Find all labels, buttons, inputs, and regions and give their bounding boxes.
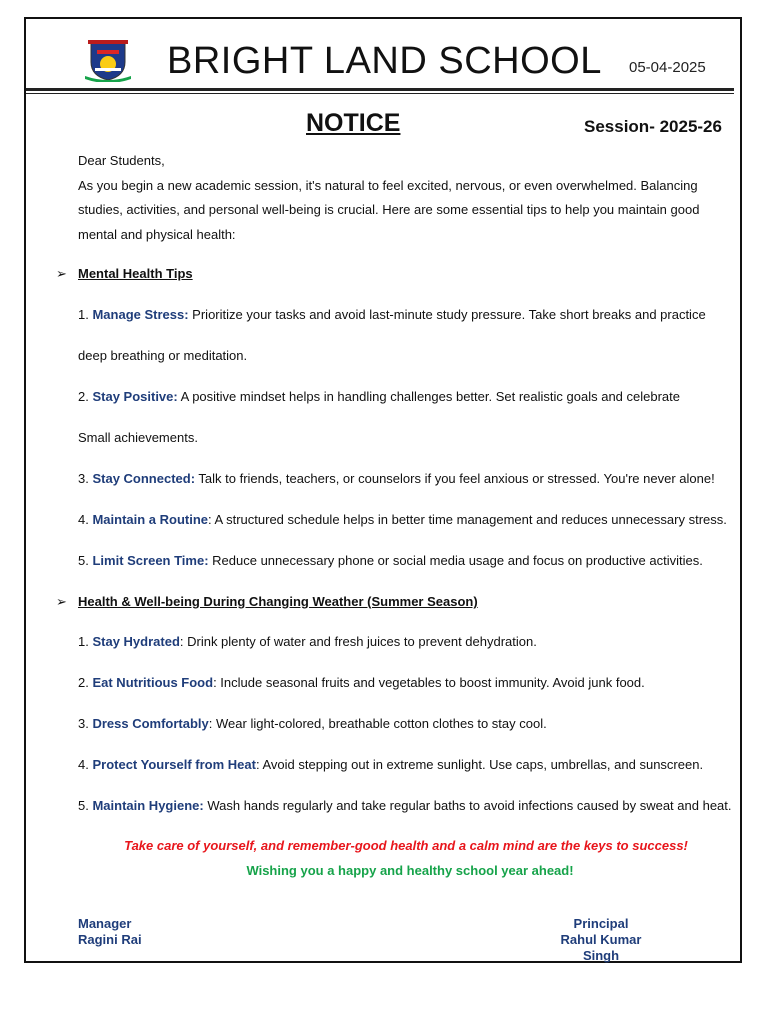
- manager-title: Manager: [78, 916, 132, 931]
- tip-text: : Avoid stepping out in extreme sunlight. Use caps, umbrellas, and sunscreen.: [255, 757, 704, 772]
- health-tip-3: [78, 716, 547, 731]
- tip-number: 3.: [78, 716, 93, 731]
- mental-tip-2: [78, 389, 680, 404]
- tip-term: Protect Yourself from Heat: [92, 757, 256, 772]
- principal-name: Rahul Kumar Singh: [560, 932, 642, 963]
- tip-number: 2.: [78, 389, 93, 404]
- manager-name: Ragini Rai: [78, 932, 142, 947]
- mental-tip-3: [78, 471, 715, 486]
- tip-text: Wash hands regularly and take regular baths to avoid infections caused by sweat and heat.: [203, 798, 732, 813]
- tip-text: : Wear light-colored, breathable cotton clothes to stay cool.: [208, 716, 547, 731]
- closing-wish: Wishing you a happy and healthy school year ahead!: [246, 863, 574, 878]
- tip-term: Stay Hydrated: [92, 634, 180, 649]
- health-tip-1: [78, 634, 537, 649]
- school-name: BRIGHT LAND SCHOOL: [167, 40, 602, 82]
- intro-block: [78, 149, 738, 247]
- tip-term: Stay Positive:: [92, 389, 178, 404]
- mental-tip-1-cont: deep breathing or meditation.: [78, 348, 248, 363]
- tip-number: 1.: [78, 634, 93, 649]
- tip-text: Reduce unnecessary phone or social media usage and focus on productive activities.: [208, 553, 703, 568]
- tip-text: Prioritize your tasks and avoid last-minute study pressure. Take short breaks and practice: [188, 307, 706, 322]
- tip-term: Dress Comfortably: [92, 716, 209, 731]
- tip-number: 5.: [78, 553, 93, 568]
- tip-number: 4.: [78, 512, 93, 527]
- intro-line: mental and physical health:: [78, 226, 236, 242]
- tip-number: 4.: [78, 757, 93, 772]
- health-heading: Health & Well-being During Changing Weather (Summer Season): [78, 594, 478, 609]
- greeting: Dear Students,: [78, 153, 165, 168]
- tip-number: 5.: [78, 798, 93, 813]
- intro-line: studies, activities, and personal well-being is crucial. Here are some essential tips to help you maintain good: [78, 202, 700, 217]
- header-divider: [26, 88, 734, 91]
- tip-term: Limit Screen Time:: [92, 553, 209, 568]
- health-tip-5: [78, 798, 732, 813]
- mental-health-heading: Mental Health Tips: [78, 266, 193, 281]
- mental-tip-1: [78, 307, 706, 322]
- principal-signature: [545, 916, 657, 964]
- mental-tip-5: [78, 553, 703, 568]
- tip-number: 1.: [78, 307, 93, 322]
- principal-title: Principal: [573, 916, 629, 931]
- session-label: Session- 2025-26: [584, 117, 722, 136]
- tip-text: : Include seasonal fruits and vegetables to boost immunity. Avoid junk food.: [213, 675, 645, 690]
- tip-text: : Drink plenty of water and fresh juices to prevent dehydration.: [179, 634, 537, 649]
- header-divider-thin: [26, 93, 734, 94]
- closing-quote: Take care of yourself, and remember-good health and a calm mind are the keys to success!: [124, 838, 688, 853]
- tip-text: A positive mindset helps in handling challenges better. Set realistic goals and celebrate: [177, 389, 680, 404]
- tip-number: 2.: [78, 675, 93, 690]
- arrow-bullet-icon: ➢: [56, 594, 67, 609]
- health-tip-2: [78, 675, 645, 690]
- tip-text: : A structured schedule helps in better time management and reduces unnecessary stress.: [208, 512, 727, 527]
- school-crest-icon: [83, 38, 133, 82]
- arrow-bullet-icon: ➢: [56, 266, 67, 281]
- tip-term: Eat Nutritious Food: [92, 675, 214, 690]
- tip-term: Manage Stress:: [92, 307, 189, 322]
- tip-term: Stay Connected:: [92, 471, 196, 486]
- tip-number: 3.: [78, 471, 93, 486]
- health-tip-4: [78, 757, 703, 772]
- mental-tip-4: [78, 512, 727, 527]
- notice-date: 05-04-2025: [629, 59, 706, 76]
- tip-term: Maintain a Routine: [92, 512, 209, 527]
- mental-tip-2-cont: Small achievements.: [78, 430, 198, 445]
- tip-text: Talk to friends, teachers, or counselors if you feel anxious or stressed. You're never alone!: [195, 471, 715, 486]
- tip-term: Maintain Hygiene:: [92, 798, 204, 813]
- manager-signature: [78, 916, 142, 948]
- notice-title: NOTICE: [306, 109, 401, 137]
- intro-line: As you begin a new academic session, it's natural to feel excited, nervous, or even overwhelmed. Balancing: [78, 177, 698, 193]
